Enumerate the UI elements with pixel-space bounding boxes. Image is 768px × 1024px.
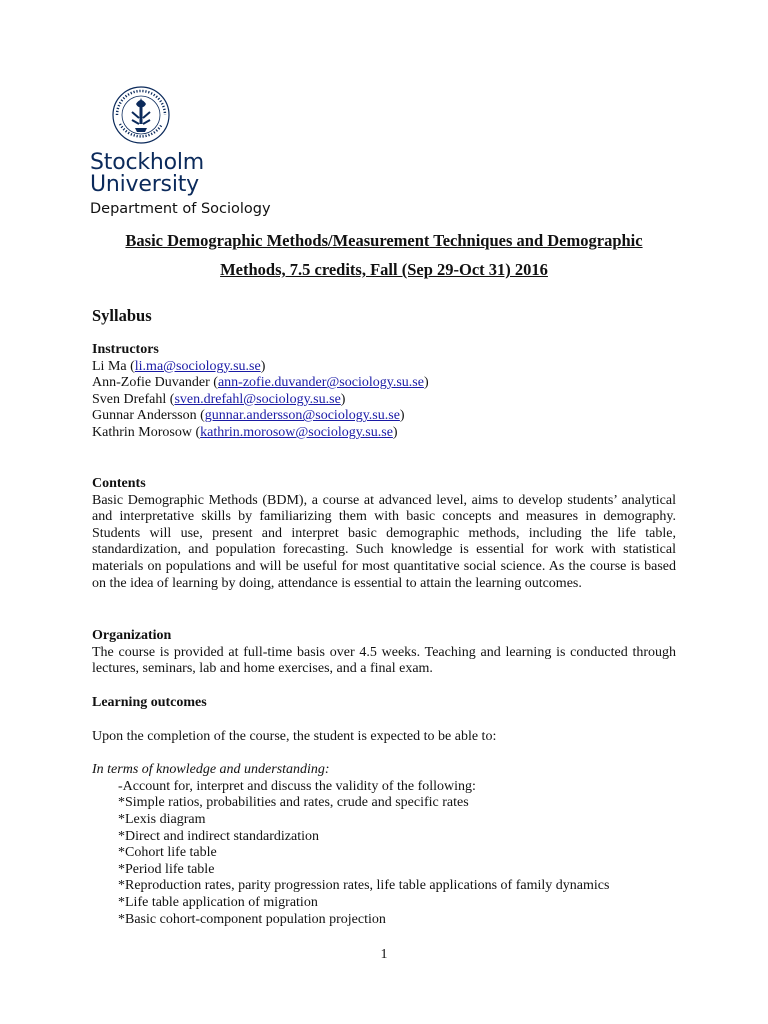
- instructor-row: Gunnar Andersson (gunnar.andersson@sociology.su.se): [92, 408, 405, 424]
- course-title: [92, 226, 676, 284]
- outcome-item: *Reproduction rates, parity progression rates, life table applications of family dynamics: [118, 878, 610, 894]
- university-seal-logo: [108, 84, 174, 146]
- department-name: Department of Sociology: [90, 201, 271, 217]
- outcomes-lead: -Account for, interpret and discuss the validity of the following:: [118, 778, 476, 794]
- contents-section: [92, 476, 676, 592]
- instructor-email-link[interactable]: sven.drefahl@sociology.su.se: [174, 391, 341, 407]
- course-title-line-2: Methods, 7.5 credits, Fall (Sep 29-Oct 31) 2016: [220, 260, 548, 279]
- instructor-name: Ann-Zofie Duvander: [92, 375, 210, 391]
- syllabus-heading: Syllabus: [92, 306, 152, 325]
- instructor-row: Kathrin Morosow (kathrin.morosow@sociology.su.se): [92, 424, 398, 440]
- university-wordmark: [90, 152, 320, 196]
- outcome-item: *Lexis diagram: [118, 811, 206, 827]
- outcome-item: *Simple ratios, probabilities and rates, crude and specific rates: [118, 795, 469, 811]
- instructor-name: Kathrin Morosow: [92, 424, 192, 440]
- outcome-item: *Basic cohort-component population projection: [118, 911, 386, 927]
- learning-outcomes-intro: Upon the completion of the course, the student is expected to be able to:: [92, 728, 497, 744]
- instructor-row: Sven Drefahl (sven.drefahl@sociology.su.se): [92, 391, 346, 407]
- course-title-line-1: Basic Demographic Methods/Measurement Techniques and Demographic: [125, 231, 643, 250]
- instructors-heading: Instructors: [92, 342, 159, 357]
- outcome-item: *Cohort life table: [118, 845, 217, 861]
- instructor-name: Li Ma: [92, 358, 127, 374]
- instructor-email-link[interactable]: kathrin.morosow@sociology.su.se: [200, 424, 393, 440]
- instructor-email-link[interactable]: gunnar.andersson@sociology.su.se: [204, 408, 400, 424]
- instructor-email-link[interactable]: li.ma@sociology.su.se: [134, 358, 261, 374]
- organization-heading: Organization: [92, 628, 172, 643]
- learning-outcomes-heading: Learning outcomes: [92, 695, 207, 710]
- instructor-row: Ann-Zofie Duvander (ann-zofie.duvander@sociology.su.se): [92, 375, 429, 391]
- page-number: 1: [380, 947, 388, 962]
- wordmark-line-2: University: [90, 172, 199, 197]
- instructors-section: [92, 342, 676, 442]
- instructor-name: Gunnar Andersson: [92, 408, 197, 424]
- organization-body: The course is provided at full-time basis over 4.5 weeks. Teaching and learning is conducted through lectures, seminars, lab and home exercises, and a final exam.: [92, 644, 676, 677]
- instructor-row: Li Ma (li.ma@sociology.su.se): [92, 358, 266, 374]
- university-logo-block: [90, 84, 320, 217]
- wordmark-line-1: Stockholm: [90, 150, 205, 175]
- outcome-item: *Direct and indirect standardization: [118, 828, 319, 844]
- instructor-name: Sven Drefahl: [92, 391, 167, 407]
- organization-section: [92, 628, 676, 678]
- contents-heading: Contents: [92, 476, 146, 491]
- outcome-item: *Period life table: [118, 861, 215, 877]
- learning-outcomes-section: [92, 695, 676, 928]
- contents-body: Basic Demographic Methods (BDM), a course at advanced level, aims to develop students’ analytical and interpretative skills by familiarizing them with basic concepts and measures in demography. Students will use, present and interpret basic demographic methods, including the life table, standardization, and population forecasting. Such knowledge is essential for work with statistical materials on populations and will be useful for most quantitative social science. As the course is based on the idea of learning by doing, attendance is essential to attain the learning outcomes.: [92, 492, 676, 591]
- outcome-item: *Life table application of migration: [118, 894, 318, 910]
- instructor-email-link[interactable]: ann-zofie.duvander@sociology.su.se: [217, 375, 424, 391]
- knowledge-subheading: In terms of knowledge and understanding:: [92, 762, 330, 778]
